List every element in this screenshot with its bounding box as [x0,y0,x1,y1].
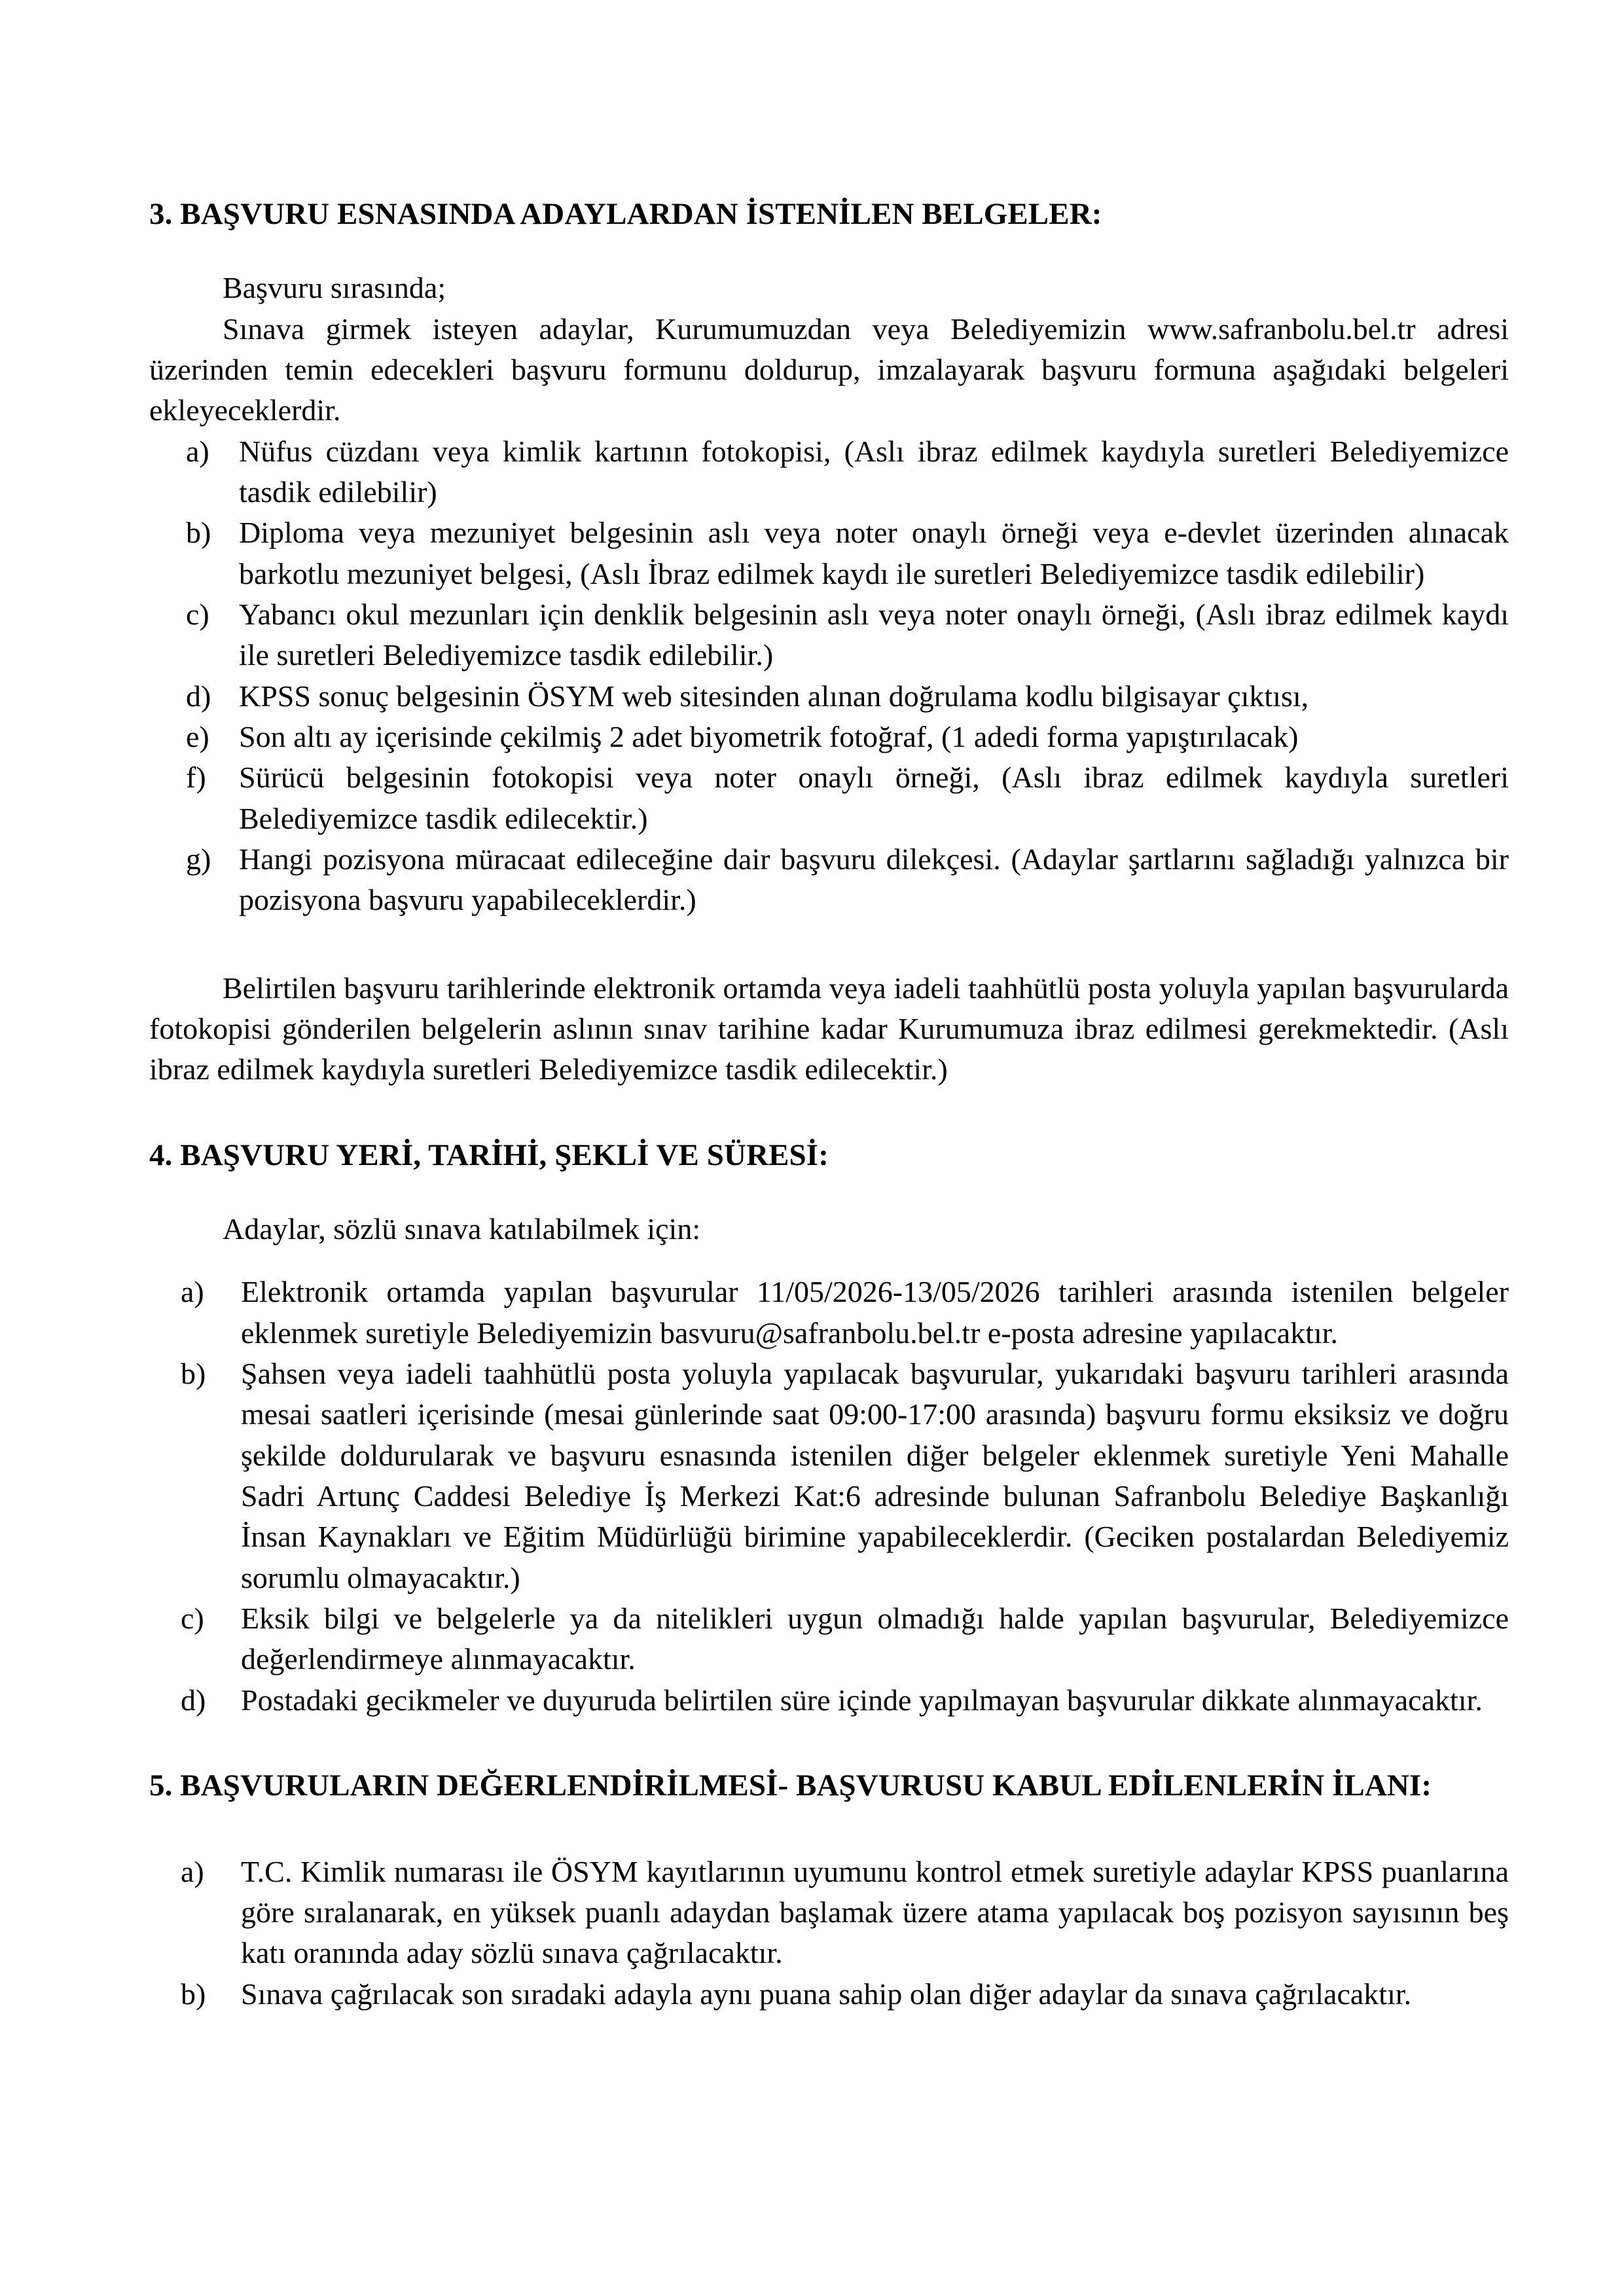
list-item-text: Sürücü belgesinin fotokopisi veya noter onaylı örneği, (Aslı ibraz edilmek kaydıyla suretleri Belediyemizce tasdik edilecektir.) [239,761,1509,835]
list-marker: f) [186,761,206,795]
list-item-text: Hangi pozisyona müracaat edileceğine dair başvuru dilekçesi. (Adaylar şartlarını sağladığı yalnızca bir pozisyona başvuru yapabileceklerdir.) [239,842,1509,917]
section-5-heading: 5. BAŞVURULARIN DEĞERLENDİRİLMESİ- BAŞVURUSU KABUL EDİLENLERİN İLANI: [149,1768,1432,1803]
list-item-text: Postadaki gecikmeler ve duyuruda belirtilen süre içinde yapılmayan başvurular dikkate alınmayacaktır. [241,1683,1483,1717]
list-marker: a) [181,1275,204,1309]
list-item [149,594,1509,676]
section-3-documents-list [149,431,1509,921]
list-marker: e) [186,720,209,754]
list-item [149,512,1509,594]
list-item [149,1598,1509,1680]
list-item [149,839,1509,921]
spacer [149,1721,1509,1768]
list-item [149,1974,1509,2015]
list-marker: b) [186,516,211,550]
list-item [149,1680,1509,1721]
section-3-lead-text: Başvuru sırasında; [223,271,446,305]
list-marker: d) [186,679,211,713]
list-marker: b) [181,1357,206,1391]
list-item-text: Son altı ay içerisinde çekilmiş 2 adet biyometrik fotoğraf, (1 adedi forma yapıştırılacak) [239,720,1299,754]
list-marker: a) [186,434,209,468]
spacer [149,921,1509,968]
list-marker: b) [181,1977,206,2011]
list-item-text: Elektronik ortamda yapılan başvurular 11/05/2026-13/05/2026 tarihleri arasında istenilen belgeler eklenmek suretiyle Belediyemizin basvuru@safranbolu.bel.tr e-posta adresine yapılacaktır. [241,1275,1509,1350]
list-item-text: Şahsen veya iadeli taahhütlü posta yoluyla yapılacak başvurular, yukarıdaki başvuru tarihleri arasında mesai saatleri içerisinde (mesai günlerinde saat 09:00-17:00 arasında) başvuru formu eksiksiz ve doğru şekilde doldurularak ve başvuru esnasında istenilen diğer belgeler eklenmek suretiyle Yeni Mahalle Sadri Artunç Caddesi Belediye İş Merkezi Kat:6 adresinde bulunan Safranbolu Belediye Başkanlığı İnsan Kaynakları ve Eğitim Müdürlüğü birimine yapabileceklerdir. (Geciken postalardan Belediyemiz sorumlu olmayacaktır.) [241,1357,1509,1594]
list-item-text: Nüfus cüzdanı veya kimlik kartının fotokopisi, (Aslı ibraz edilmek kaydıyla suretleri Belediyemizce tasdik edilebilir) [239,434,1509,509]
list-item-text: Eksik bilgi ve belgelerle ya da nitelikleri uygun olmadığı halde yapılan başvurular, Belediyemizce değerlendirmeye alınmayacaktır. [241,1602,1509,1676]
section-3-heading: 3. BAŞVURU ESNASINDA ADAYLARDAN İSTENİLEN BELGELER: [149,197,1102,231]
list-item-text: Yabancı okul mezunları için denklik belgesinin aslı veya noter onaylı örneği, (Aslı ibraz edilmek kaydı ile suretleri Belediyemizce tasdik edilebilir.) [239,598,1509,672]
section-4-application-list [149,1272,1509,1721]
spacer [149,1090,1509,1138]
list-item [149,1272,1509,1354]
list-item [149,717,1509,757]
section-4-lead-text: Adaylar, sözlü sınava katılabilmek için: [223,1212,701,1246]
list-item [149,676,1509,717]
page-content [149,196,1509,2015]
list-marker: g) [186,842,211,876]
spacer [149,232,1509,268]
spacer [149,1249,1509,1272]
list-item [149,1354,1509,1598]
spacer [149,1804,1509,1852]
list-marker: c) [186,598,209,632]
list-item-text: KPSS sonuç belgesinin ÖSYM web sitesinden alınan doğrulama kodlu bilgisayar çıktısı, [239,679,1309,713]
section-4-heading: 4. BAŞVURU YERİ, TARİHİ, ŞEKLİ VE SÜRESİ: [149,1138,829,1172]
list-marker: c) [181,1602,204,1636]
list-item [149,431,1509,513]
list-marker: a) [181,1854,204,1888]
section-3-intro-paragraph: Sınava girmek isteyen adaylar, Kurumumuzdan veya Belediyemizin www.safranbolu.bel.tr adresi üzerinden temin edecekleri başvuru formunu doldurup, imzalayarak başvuru formuna aşağıdaki belgeleri ekleyeceklerdir. [149,312,1509,427]
list-marker: d) [181,1683,206,1717]
section-5-evaluation-list [149,1852,1509,2015]
list-item [149,757,1509,839]
list-item-text: Diploma veya mezuniyet belgesinin aslı veya noter onaylı örneği veya e-devlet üzerinden alınacak barkotlu mezuniyet belgesi, (Aslı İbraz edilmek kaydı ile suretleri Belediyemizce tasdik edilebilir) [239,516,1509,590]
list-item-text: T.C. Kimlik numarası ile ÖSYM kayıtlarının uyumunu kontrol etmek suretiyle adaylar KPSS puanlarına göre sıralanarak, en yüksek puanlı adaydan başlamak üzere atama yapılacak boş pozisyon sayısının beş katı oranında aday sözlü sınava çağrılacaktır. [241,1854,1509,1970]
spacer [149,1174,1509,1209]
section-3-closing-paragraph: Belirtilen başvuru tarihlerinde elektronik ortamda veya iadeli taahhütlü posta yoluyla yapılan başvurularda fotokopisi gönderilen belgelerin aslının sınav tarihine kadar Kurumumuza ibraz edilmesi gerekmektedir. (Aslı ibraz edilmek kaydıyla suretleri Belediyemizce tasdik edilecektir.) [149,971,1509,1086]
list-item-text: Sınava çağrılacak son sıradaki adayla aynı puana sahip olan diğer adaylar da sınava çağrılacaktır. [241,1977,1412,2011]
list-item [149,1852,1509,1974]
